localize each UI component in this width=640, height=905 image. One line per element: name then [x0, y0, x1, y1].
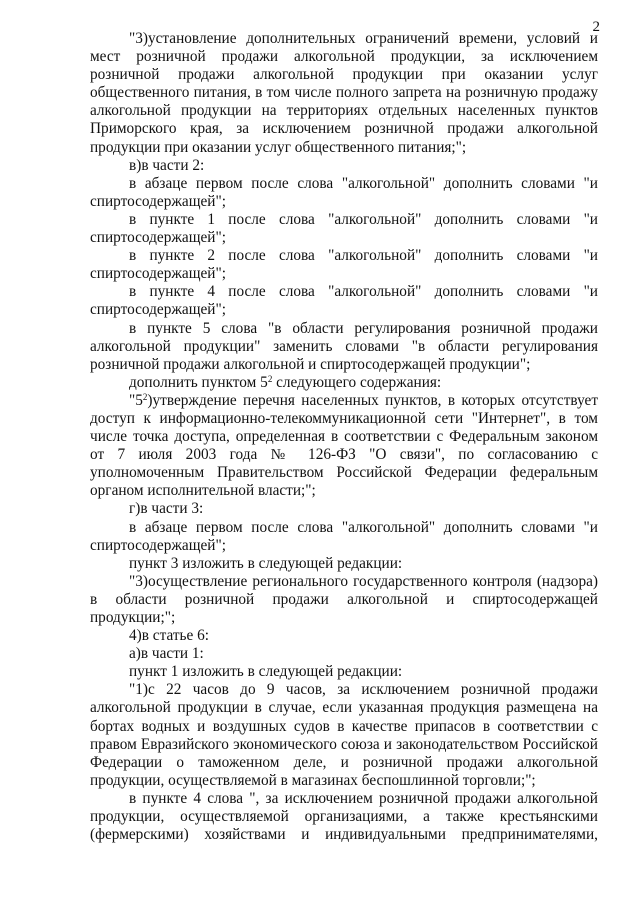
- paragraph: 4)в статье 6:: [129, 627, 210, 645]
- paragraph: пункт 3 изложить в следующей редакции:: [129, 554, 403, 572]
- paragraph: а)в части 1:: [129, 645, 204, 663]
- paragraph-text: )утверждение перечня населенных пунктов, в которых отсутствует доступ к информационно-телекоммуникационной сети "Интернет", в том числе точка доступа, определенная в соответствии с Федеральным законом от 7 июля 2003 года № 126-ФЗ "О связи", по согласованию с уполномоченным Правительством Российской Федерации федеральным органом исполнительной власти;";: [90, 391, 598, 500]
- paragraph-text: следующего содержания:: [272, 373, 442, 391]
- paragraph: "1)с 22 часов до 9 часов, за исключением розничной продажи алкогольной продукции в случае, если указанная продукция размещена на бортах водных и воздушных судов в качестве припасов в соответствии с правом Евразийского экономического союза и законодательством Российской Федерации о таможенном деле, и розничной продажи алкогольной продукции, осуществляемой в магазинах беспошлинной торговли;";: [90, 681, 598, 789]
- page-number: 2: [592, 19, 600, 35]
- paragraph: "3)осуществление регионального государственного контроля (надзора) в области розничной продажи алкогольной и спиртосодержащей продукции;";: [90, 572, 598, 626]
- paragraph: в пункте 5 слова "в области регулирования розничной продажи алкогольной продукции" заменить словами "в области регулирования розничной продажи алкогольной и спиртосодержащей продукции";: [90, 319, 598, 373]
- paragraph: в абзаце первом после слова "алкогольной" дополнить словами "и спиртосодержащей";: [90, 174, 598, 210]
- paragraph: [90, 374, 598, 392]
- paragraph: в пункте 4 после слова "алкогольной" дополнить словами "и спиртосодержащей";: [90, 283, 598, 319]
- paragraph: в пункте 1 после слова "алкогольной" дополнить словами "и спиртосодержащей";: [90, 210, 598, 247]
- paragraph-text: дополнить пунктом 5: [129, 373, 268, 391]
- paragraph: в абзаце первом после слова "алкогольной" дополнить словами "и спиртосодержащей";: [90, 518, 598, 554]
- document-body: [90, 30, 598, 844]
- paragraph: в пункте 2 после слова "алкогольной" дополнить словами "и спиртосодержащей";: [90, 247, 598, 283]
- superscript: 2: [267, 373, 273, 384]
- paragraph: "3)установление дополнительных ограничений времени, условий и мест розничной продажи алкогольной продукции, за исключением розничной продажи алкогольной продукции при оказании услуг общественного питания, в том числе полного запрета на розничную продажу алкогольной продукции на территориях отдельных населенных пунктов Приморского края, за исключением розничной продажи алкогольной продукции при оказании услуг общественного питания;";: [90, 30, 598, 156]
- paragraph: в пункте 4 слова ", за исключением розничной продажи алкогольной продукции, осуществляемой организациями, а также крестьянскими (фермерскими) хозяйствами и индивидуальными предпринимателями,: [90, 789, 598, 844]
- superscript: 2: [142, 391, 148, 402]
- paragraph: [90, 392, 598, 501]
- paragraph: в)в части 2:: [129, 156, 205, 174]
- paragraph: пункт 1 изложить в следующей редакции:: [129, 663, 403, 681]
- paragraph-text: "5: [129, 391, 143, 409]
- paragraph: г)в части 3:: [129, 500, 204, 518]
